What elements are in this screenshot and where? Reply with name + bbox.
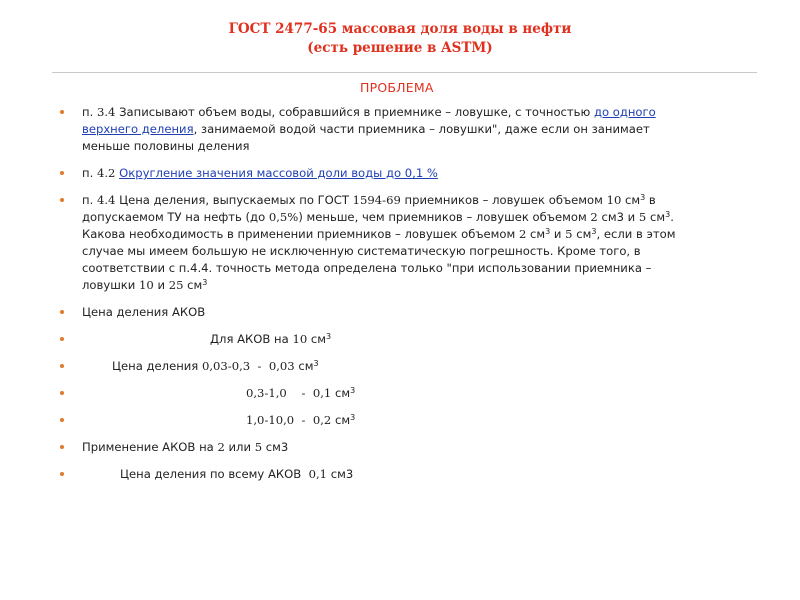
bullet-icon	[60, 198, 64, 202]
list-item-akov-10: Для АКОВ на 10 $см^3$	[60, 331, 750, 348]
bullet-icon	[60, 391, 64, 395]
list-item-akov-price: Цена деления АКОВ	[60, 304, 750, 321]
list-item-range-2: 0,3-1,0 - 0,1 $см^3$	[60, 385, 750, 402]
section-heading: ПРОБЛЕМА	[360, 80, 434, 95]
slide-title	[180, 20, 620, 58]
bullet-icon	[60, 337, 64, 341]
list-item-4-2: п. 4.2 Округление значения массовой доли воды до 0,1 %	[60, 165, 750, 182]
list-item-akov-total: Цена деления по всему АКОВ 0,1 см3	[60, 466, 750, 483]
divider	[52, 72, 757, 73]
bullet-icon	[60, 472, 64, 476]
bullet-icon	[60, 110, 64, 114]
bullet-icon	[60, 364, 64, 368]
highlight-text: Округление значения массовой доли воды до 0,1 %	[119, 166, 438, 180]
bullet-icon	[60, 310, 64, 314]
list-item-4-4: п. 4.4 Цена деления, выпускаемых по ГОСТ 1594-69 приемников – ловушек объемом 10 $см^3$ в допускаемом ТУ на нефть (до 0,5%) меньше, чем приемников – ловушек объемом 2 см3 и 5 $см^3$. Какова необходимость в применении приемников – ловушек объемом 2 $см^3$ и 5 $см^3$, если в этом случае мы имеем большую не исключенную систематическую погрешность. Кроме того, в соответствии с п.4.4. точность метода определена только "при использовании приемника – ловушки 10 и 25 $см^3$	[60, 192, 750, 294]
list-item-range-1: Цена деления 0,03-0,3 - 0,03 $см^3$	[60, 358, 750, 375]
highlight-text: верхнего деления	[82, 122, 194, 136]
bullet-list	[60, 104, 750, 483]
bullet-icon	[60, 418, 64, 422]
bullet-icon	[60, 445, 64, 449]
list-item-akov-2-5: Применение АКОВ на 2 или 5 см3	[60, 439, 750, 456]
list-item-range-3: 1,0-10,0 - 0,2 $см^3$	[60, 412, 750, 429]
bullet-icon	[60, 171, 64, 175]
list-item-3-4: п. 3.4 Записывают объем воды, собравшийся в приемнике – ловушке, с точностью до одного верхнего деления, занимаемой водой части приемника – ловушки", даже если он занимает меньше половины деления	[60, 104, 750, 155]
title-line-2: (есть решение в ASTM)	[307, 40, 493, 56]
title-line-1: ГОСТ 2477-65 массовая доля воды в нефти	[228, 21, 572, 37]
highlight-text: до одного	[593, 105, 656, 119]
